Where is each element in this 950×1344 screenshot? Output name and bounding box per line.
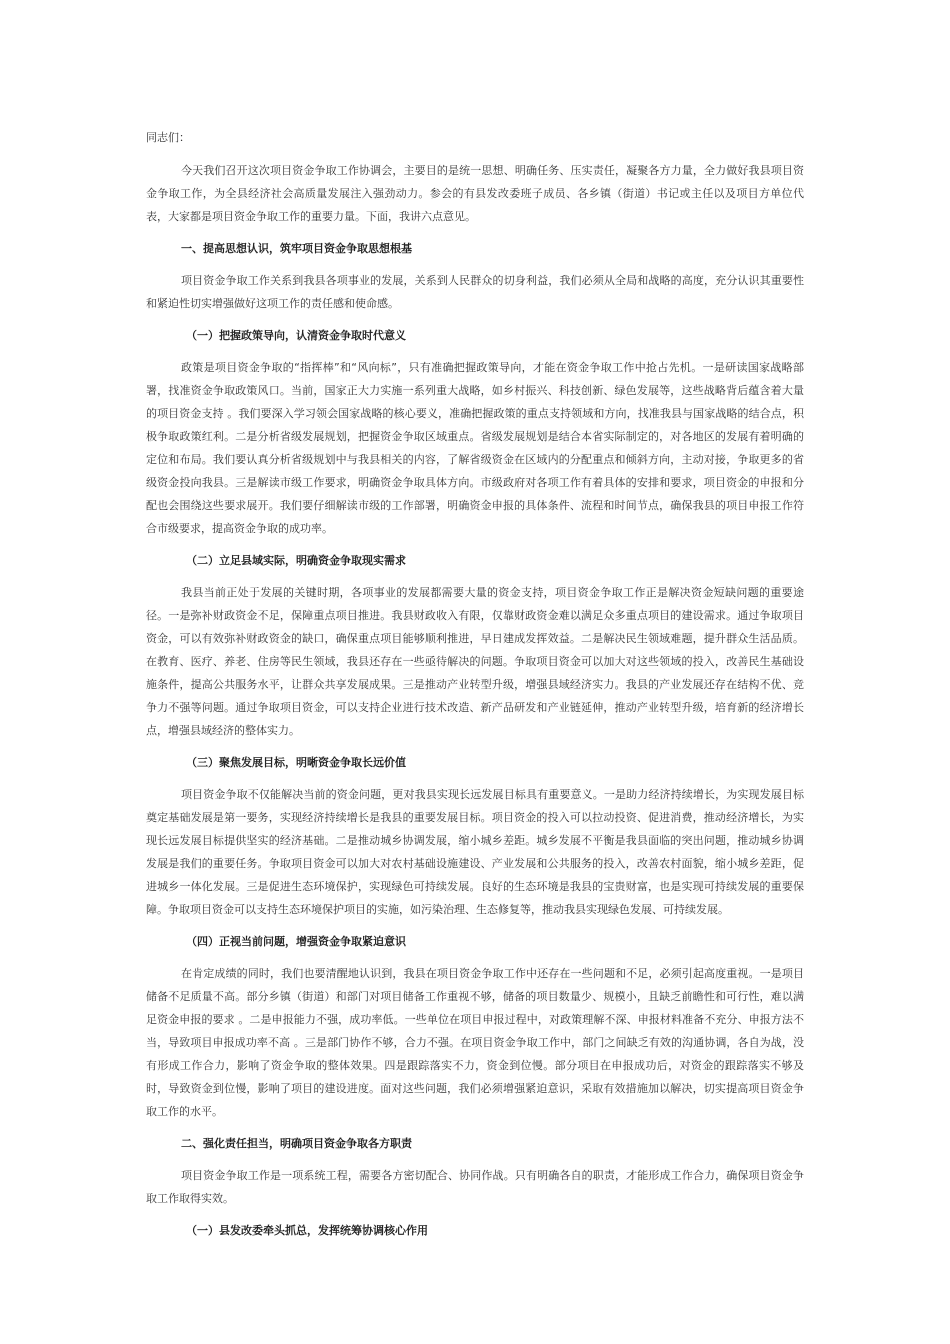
section-2-heading: 二、强化责任担当，明确项目资金争取各方职责 (181, 1137, 412, 1150)
salutation: 同志们： (146, 131, 190, 144)
section-1-lead: 项目资金争取工作关系到我县各项事业的发展，关系到人民群众的切身利益，我们必须从全局和战略的高度，充分认识其重要性和紧迫性切实增强做好这项工作的责任感和使命感。 (146, 274, 804, 310)
section-2-lead: 项目资金争取工作是一项系统工程，需要各方密切配合、协同作战。只有明确各自的职责，才能形成工作合力，确保项目资金争取工作取得实效。 (146, 1169, 804, 1205)
document-body (146, 126, 804, 1242)
section-1-1-body: 政策是项目资金争取的“指挥棒”和“风向标”，只有准确把握政策导向，才能在资金争取工作中抢占先机。一是研读国家战略部署，找准资金争取政策风口。当前，国家正大力实施一系列重大战略，如乡村振兴、科技创新、绿色发展等，这些战略背后蕴含着大量的项目资金支持 。我们要深入学习领会国家战略的核心要义，准确把握政策的重点支持领域和方向，找准我县与国家战略的结合点，积极争取政策红利。二是分析省级发展规划，把握资金争取区域重点。省级发展规划是结合本省实际制定的，对各地区的发展有着明确的定位和布局。我们要认真分析省级规划中与我县相关的内容，了解省级资金在区域内的分配重点和倾斜方向，主动对接，争取更多的省级资金投向我县。三是解读市级工作要求，明确资金争取具体方向。市级政府对各项工作有着具体的安排和要求，项目资金的申报和分配也会围绕这些要求展开。我们要仔细解读市级的工作部署，明确资金申报的具体条件、流程和时间节点，确保我县的项目申报工作符合市级要求，提高资金争取的成功率。 (146, 361, 804, 535)
section-2-1-heading: （一）县发改委牵头抓总，发挥统筹协调核心作用 (186, 1224, 428, 1237)
section-1-3-body: 项目资金争取不仅能解决当前的资金问题，更对我县实现长远发展目标具有重要意义。一是助力经济持续增长，为实现发展目标奠定基础发展是第一要务，实现经济持续增长是我县的重要发展目标。项目资金的投入可以拉动投资、促进消费，推动经济增长，为实现长远发展目标提供坚实的经济基础。二是推动城乡协调发展，缩小城乡差距。城乡发展不平衡是我县面临的突出问题，推动城乡协调发展是我们的重要任务。争取项目资金可以加大对农村基础设施建设、产业发展和公共服务的投入，改善农村面貌，缩小城乡差距，促进城乡一体化发展。三是促进生态环境保护，实现绿色可持续发展。良好的生态环境是我县的宝贵财富，也是实现可持续发展的重要保障。争取项目资金可以支持生态环境保护项目的实施，如污染治理、生态修复等，推动我县实现绿色发展、可持续发展。 (146, 788, 804, 916)
intro-paragraph: 今天我们召开这次项目资金争取工作协调会，主要目的是统一思想、明确任务、压实责任，凝聚各方力量，全力做好我县项目资金争取工作，为全县经济社会高质量发展注入强劲动力。参会的有县发改委班子成员、各乡镇（街道）书记或主任以及项目方单位代表，大家都是项目资金争取工作的重要力量。下面，我讲六点意见。 (146, 164, 804, 223)
section-1-4-body: 在肯定成绩的同时，我们也要清醒地认识到，我县在项目资金争取工作中还存在一些问题和不足，必须引起高度重视。一是项目储备不足质量不高。部分乡镇（街道）和部门对项目储备工作重视不够，储备的项目数量少、规模小，且缺乏前瞻性和可行性，难以满足资金申报的要求 。二是申报能力不强，成功率低。一些单位在项目申报过程中，对政策理解不深、申报材料准备不充分、申报方法不当，导致项目申报成功率不高 。三是部门协作不够，合力不强。在项目资金争取工作中，部门之间缺乏有效的沟通协调，各自为战，没有形成工作合力，影响了资金争取的整体效果。四是跟踪落实不力，资金到位慢。部分项目在申报成功后，对资金的跟踪落实不够及时，导致资金到位慢，影响了项目的建设进度。面对这些问题，我们必须增强紧迫意识，采取有效措施加以解决，切实提高项目资金争取工作的水平。 (146, 967, 804, 1118)
section-1-heading: 一、提高思想认识，筑牢项目资金争取思想根基 (181, 242, 412, 255)
section-1-4-heading: （四）正视当前问题，增强资金争取紧迫意识 (186, 935, 406, 948)
section-1-2-heading: （二）立足县域实际，明确资金争取现实需求 (186, 554, 406, 567)
section-1-1-heading: （一）把握政策导向，认清资金争取时代意义 (186, 329, 406, 342)
section-1-2-body: 我县当前正处于发展的关键时期，各项事业的发展都需要大量的资金支持，项目资金争取工作正是解决资金短缺问题的重要途径。一是弥补财政资金不足，保障重点项目推进。我县财政收入有限，仅靠财政资金难以满足众多重点项目的建设需求。通过争取项目资金，可以有效弥补财政资金的缺口，确保重点项目能够顺利推进，早日建成发挥效益。二是解决民生领域难题，提升群众生活品质。在教育、医疗、养老、住房等民生领域，我县还存在一些亟待解决的问题。争取项目资金可以加大对这些领域的投入，改善民生基础设施条件，提高公共服务水平，让群众共享发展成果。三是推动产业转型升级，增强县域经济实力。我县的产业发展还存在结构不优、竞争力不强等问题。通过争取项目资金，可以支持企业进行技术改造、新产品研发和产业链延伸，推动产业转型升级，培育新的经济增长点，增强县域经济的整体实力。 (146, 586, 804, 737)
section-1-3-heading: （三）聚焦发展目标，明晰资金争取长远价值 (186, 756, 406, 769)
